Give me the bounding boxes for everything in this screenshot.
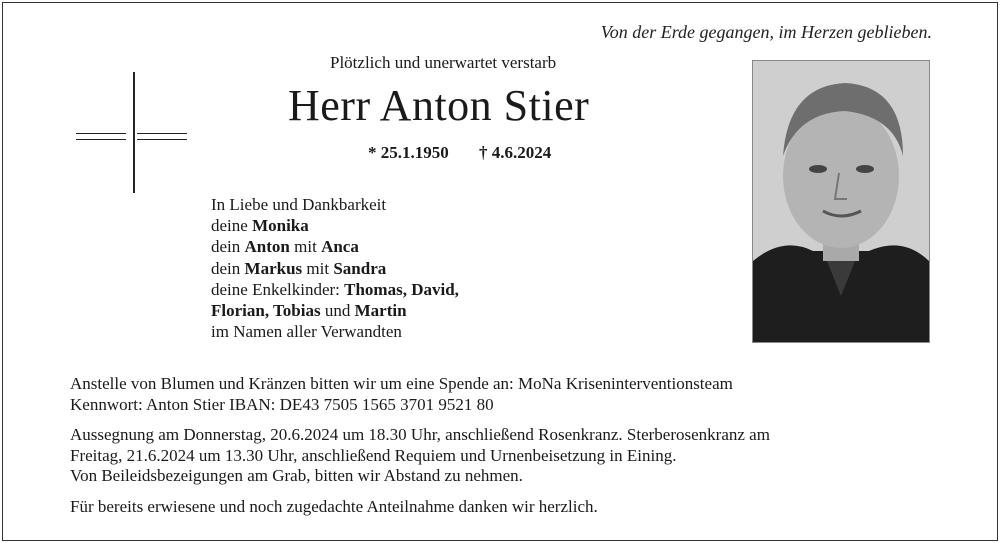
funeral-line: Freitag, 21.6.2024 um 13.30 Uhr, anschließend Requiem und Urnenbeisetzung in Eining. [70,445,677,465]
mourner-name: Florian, Tobias [211,301,321,321]
mourner-text: und [320,301,355,321]
birth-date: * 25.1.1950 [368,143,449,162]
mourner-text: deine Enkelkinder: [211,279,345,299]
mourner-text: In Liebe und Dankbarkeit [211,195,387,214]
mourner-text: mit [289,237,322,257]
funeral-line: Aussegnung am Donnerstag, 20.6.2024 um 18.30 Uhr, anschließend Rosenkranz. Sterberosenkranz am [70,425,770,444]
thanks-text: Für bereits erwiesene und noch zugedachte Anteilnahme danken wir herzlich. [70,497,598,516]
mourner-text: dein [211,237,245,257]
mourner-name: Monika [252,216,309,236]
deceased-name: Herr Anton Stier [288,81,590,130]
mourner-name: Sandra [333,258,387,278]
intro-text: Plötzlich und unerwartet verstarb [330,53,557,72]
mourner-line [211,236,459,257]
donation-line: Anstelle von Blumen und Kränzen bitten wir um eine Spende an: MoNa Kriseninterventionsteam [70,374,733,393]
mourner-line [211,258,459,279]
death-date: † 4.6.2024 [479,143,552,162]
portrait-photo [752,60,930,343]
mourner-line [211,279,459,300]
donation-line: Kennwort: Anton Stier IBAN: DE43 7505 1565 3701 9521 80 [70,394,494,414]
mourner-name: Markus [244,258,303,278]
life-dates [368,143,551,163]
mourner-text: dein [211,258,245,278]
mourner-text: im Namen aller Verwandten [211,322,402,342]
mourner-line [211,194,459,215]
mourner-text: deine [211,216,253,236]
motto-text: Von der Erde gegangen, im Herzen geblieben. [600,22,932,42]
funeral-line: Von Beileidsbezeigungen am Grab, bitten wir Abstand zu nehmen. [70,466,523,485]
mourner-name: Anca [321,237,359,257]
funeral-block [70,425,950,487]
mourner-line [211,321,459,342]
cross-vertical [133,72,135,193]
cross-arm-right [137,133,187,140]
mourner-text: mit [302,258,334,278]
donation-block [70,374,950,415]
mourner-name: Thomas, David, [344,279,459,299]
cross-arm-left [76,133,126,140]
mourner-name: Anton [244,237,290,257]
mourner-line [211,215,459,236]
mourner-name: Martin [354,301,407,321]
mourners-list [211,194,459,342]
mourner-line [211,300,459,321]
